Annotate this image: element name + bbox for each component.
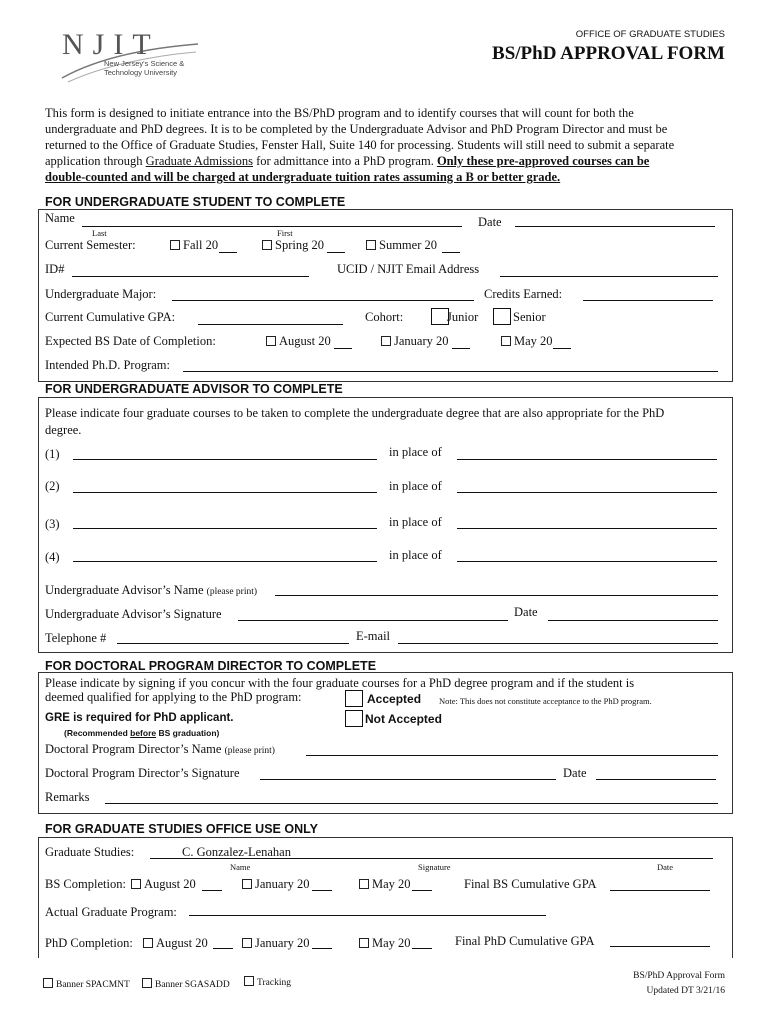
- august-option[interactable]: August 20: [266, 334, 331, 348]
- director-signature-label: Doctoral Program Director’s Signature: [45, 766, 240, 780]
- logo-text: NJIT: [62, 28, 160, 61]
- telephone-label: Telephone #: [45, 631, 107, 645]
- summer-option[interactable]: Summer 20: [366, 238, 437, 252]
- fall-checkbox[interactable]: [170, 240, 180, 250]
- email-field[interactable]: [398, 643, 718, 644]
- replaced-course-3-field[interactable]: [457, 528, 717, 529]
- advisor-date-field[interactable]: [548, 620, 718, 621]
- graduate-studies-name: C. Gonzalez-Lenahan: [182, 845, 291, 859]
- course-3-field[interactable]: [73, 528, 377, 529]
- major-field[interactable]: [172, 300, 474, 301]
- tracking-checkbox[interactable]: [244, 976, 254, 986]
- advisor-name-label: Undergraduate Advisor’s Name (please print): [45, 583, 258, 597]
- banner-spacmnt-option[interactable]: Banner SPACMNT: [43, 978, 130, 992]
- director-name-field[interactable]: [306, 755, 718, 756]
- replaced-course-1-field[interactable]: [457, 459, 717, 460]
- credits-label: Credits Earned:: [484, 287, 563, 301]
- remarks-field[interactable]: [105, 803, 718, 804]
- phd-may-option[interactable]: May 20: [359, 936, 411, 950]
- advisor-signature-label: Undergraduate Advisor’s Signature: [45, 607, 222, 621]
- id-field[interactable]: [72, 276, 309, 277]
- actual-program-field[interactable]: [189, 915, 546, 916]
- semester-label: Current Semester:: [45, 238, 136, 252]
- january-option[interactable]: January 20: [381, 334, 449, 348]
- banner-sgasadd-checkbox[interactable]: [142, 978, 152, 988]
- graduate-studies-field[interactable]: [150, 858, 713, 859]
- tracking-option[interactable]: Tracking: [244, 976, 291, 990]
- bs-august-checkbox[interactable]: [131, 879, 141, 889]
- replaced-course-2-field[interactable]: [457, 492, 717, 493]
- footer-updated: Updated DT 3/21/16: [646, 986, 725, 996]
- student-section-heading: FOR UNDERGRADUATE STUDENT TO COMPLETE: [45, 195, 346, 209]
- office-label: OFFICE OF GRADUATE STUDIES: [575, 29, 725, 40]
- program-label: Intended Ph.D. Program:: [45, 358, 170, 372]
- advisor-signature-field[interactable]: [238, 620, 508, 621]
- director-signature-field[interactable]: [260, 779, 556, 780]
- may-checkbox[interactable]: [501, 336, 511, 346]
- august-checkbox[interactable]: [266, 336, 276, 346]
- phd-august-checkbox[interactable]: [143, 938, 153, 948]
- may-option[interactable]: May 20: [501, 334, 553, 348]
- advisor-section-heading: FOR UNDERGRADUATE ADVISOR TO COMPLETE: [45, 382, 343, 396]
- banner-spacmnt-checkbox[interactable]: [43, 978, 53, 988]
- expected-label: Expected BS Date of Completion:: [45, 334, 216, 348]
- bs-january-checkbox[interactable]: [242, 879, 252, 889]
- summer-checkbox[interactable]: [366, 240, 376, 250]
- njit-logo: [58, 30, 208, 85]
- director-section-heading: FOR DOCTORAL PROGRAM DIRECTOR TO COMPLETE: [45, 659, 377, 673]
- date-label: Date: [478, 215, 502, 229]
- remarks-label: Remarks: [45, 790, 90, 804]
- telephone-field[interactable]: [117, 643, 349, 644]
- email-label: E-mail: [356, 629, 391, 643]
- spring-checkbox[interactable]: [262, 240, 272, 250]
- bs-august-option[interactable]: August 20: [131, 877, 196, 891]
- spring-option[interactable]: Spring 20: [262, 238, 324, 252]
- name-label: Name: [45, 211, 75, 225]
- gpa-label: Current Cumulative GPA:: [45, 310, 176, 324]
- january-checkbox[interactable]: [381, 336, 391, 346]
- graduate-admissions-link[interactable]: Graduate Admissions: [145, 154, 253, 168]
- ucid-label: UCID / NJIT Email Address: [337, 262, 480, 276]
- bs-may-checkbox[interactable]: [359, 879, 369, 889]
- bs-may-option[interactable]: May 20: [359, 877, 411, 891]
- director-date-field[interactable]: [596, 779, 716, 780]
- phd-august-option[interactable]: August 20: [143, 936, 208, 950]
- form-title: BS/PhD APPROVAL FORM: [492, 43, 725, 64]
- major-label: Undergraduate Major:: [45, 287, 157, 301]
- bs-january-option[interactable]: January 20: [242, 877, 310, 891]
- logo-sub2: Technology University: [104, 68, 177, 77]
- not-accepted-checkbox[interactable]: [345, 710, 363, 727]
- id-label: ID#: [45, 262, 65, 276]
- office-section-heading: FOR GRADUATE STUDIES OFFICE USE ONLY: [45, 822, 318, 836]
- phd-january-option[interactable]: January 20: [242, 936, 310, 950]
- replaced-course-4-field[interactable]: [457, 561, 717, 562]
- credits-field[interactable]: [583, 300, 713, 301]
- gpa-field[interactable]: [198, 324, 343, 325]
- phd-may-checkbox[interactable]: [359, 938, 369, 948]
- final-bs-gpa-field[interactable]: [610, 890, 710, 891]
- name-field[interactable]: [82, 226, 462, 227]
- cohort-label: Cohort:: [365, 310, 404, 324]
- senior-checkbox[interactable]: [493, 308, 511, 325]
- accepted-checkbox[interactable]: [345, 690, 363, 707]
- course-1-field[interactable]: [73, 459, 377, 460]
- director-name-label: Doctoral Program Director’s Name (please print): [45, 742, 275, 756]
- fall-option[interactable]: Fall 20: [170, 238, 218, 252]
- advisor-name-field[interactable]: [275, 595, 718, 596]
- banner-sgasadd-option[interactable]: Banner SGASADD: [142, 978, 230, 992]
- course-2-field[interactable]: [73, 492, 377, 493]
- ucid-field[interactable]: [500, 276, 718, 277]
- phd-january-checkbox[interactable]: [242, 938, 252, 948]
- logo-sub1: New Jersey's Science &: [104, 59, 185, 68]
- footer-form-name: BS/PhD Approval Form: [633, 971, 725, 981]
- date-field[interactable]: [515, 226, 715, 227]
- program-field[interactable]: [183, 371, 718, 372]
- final-phd-gpa-field[interactable]: [610, 946, 710, 947]
- course-4-field[interactable]: [73, 561, 377, 562]
